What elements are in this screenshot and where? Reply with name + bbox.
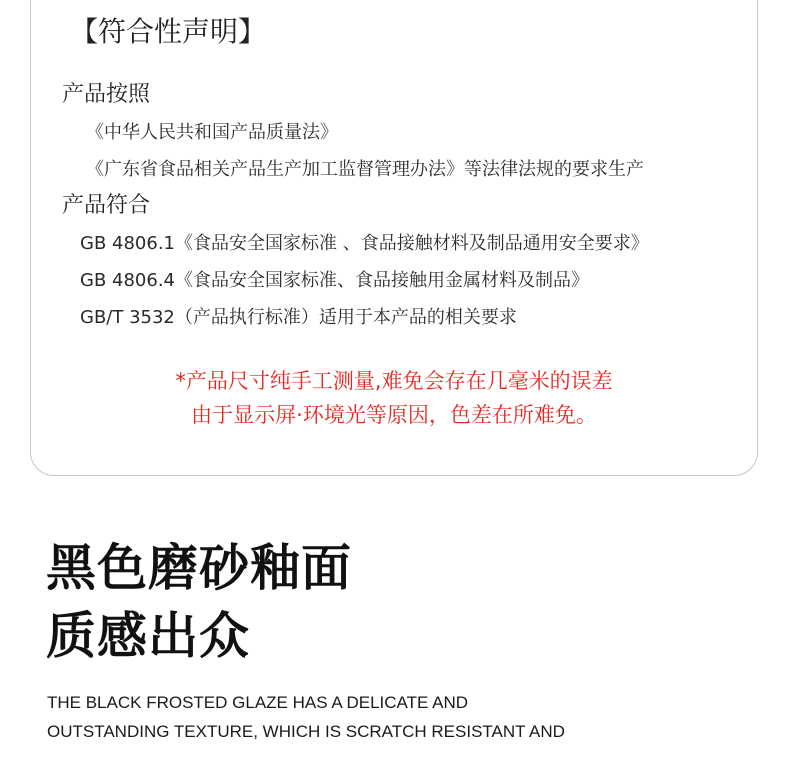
standards-line: 《中华人民共和国产品质量法》 <box>86 122 338 143</box>
disclaimer-line: *产品尺寸纯手工测量,难免会存在几毫米的误差 <box>175 369 613 393</box>
disclaimer-line: 由于显示屏·环境光等原因，色差在所难免。 <box>191 403 597 427</box>
compliance-line: GB/T 3532（产品执行标准）适用于本产品的相关要求 <box>80 307 517 328</box>
feature-headline: 质感出众 <box>46 607 250 665</box>
standards-line: 《广东省食品相关产品生产加工监督管理办法》等法律法规的要求生产 <box>86 159 644 180</box>
feature-headline: 黑色磨砂釉面 <box>46 539 352 597</box>
feature-description-line: OUTSTANDING TEXTURE, WHICH IS SCRATCH RESISTANT AND <box>47 722 565 741</box>
standards-heading: 产品按照 <box>62 82 151 107</box>
feature-description-line: THE BLACK FROSTED GLAZE HAS A DELICATE AND <box>47 693 469 712</box>
compliance-heading: 产品符合 <box>62 193 151 218</box>
compliance-line: GB 4806.1《食品安全国家标准 、食品接触材料及制品通用安全要求》 <box>80 233 649 254</box>
conformity-title: 【符合性声明】 <box>70 15 267 48</box>
compliance-line: GB 4806.4《食品安全国家标准、食品接触用金属材料及制品》 <box>80 270 589 291</box>
